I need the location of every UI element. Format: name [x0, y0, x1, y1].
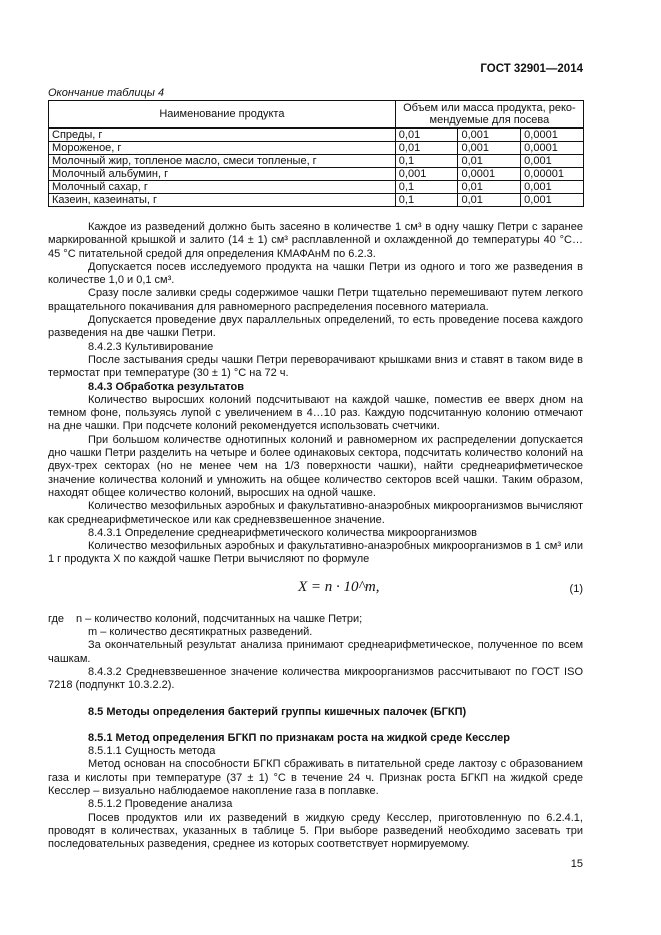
product-name-cell: Молочный жир, топленое масло, смеси топленые, г	[49, 155, 396, 168]
volume-cell: 0,1	[395, 181, 458, 194]
volume-cell: 0,0001	[458, 168, 521, 181]
formula-number: (1)	[569, 582, 583, 595]
formula: X = n · 10^m,	[298, 578, 380, 595]
column-header-product: Наименование продукта	[49, 101, 396, 129]
paragraph: При большом количестве однотипных колоний и равномерном их распределении допускается дно чашки Петри разделить на четыре и более одинаковых сектора, подсчитать количество колоний на двух-трех секторах (но не менее чем на 1/3 поверхности чашки), найти среднеарифметическое значение количества колоний и умножить на общее количество секторов всей чашки. Таким образом, находят общее количество колоний, выросших на одной чашке.	[48, 433, 583, 499]
volume-cell: 0,01	[458, 194, 521, 207]
where-n-text: n – количество колоний, подсчитанных на чашке Петри;	[76, 612, 363, 625]
subsection-heading: 8.5.1.1 Сущность метода	[88, 745, 216, 758]
paragraph: Количество выросших колоний подсчитывают на каждой чашке, поместив ее вверх дном на темном фоне, пользуясь лупой с увеличением в 4…10 раз. Каждую подсчитанную колонию отмечают на дне чашки. При подсчете колоний рекомендуется использовать счетчики.	[48, 393, 583, 433]
document-header: ГОСТ 32901—2014	[480, 63, 583, 75]
volume-cell: 0,001	[521, 194, 584, 207]
column-header-volume: Объем или масса продукта, реко-мендуемые для посева	[395, 101, 583, 129]
paragraph: Допускается проведение двух параллельных определений, то есть проведение посева каждого разведения на две чашки Петри.	[48, 314, 583, 340]
section-heading: 8.5.1 Метод определения БГКП по признакам роста на жидкой среде Кесслер	[88, 731, 511, 744]
document-body	[48, 221, 583, 851]
product-name-cell: Молочный сахар, г	[49, 181, 396, 194]
product-name-cell: Казеин, казеинаты, г	[49, 194, 396, 207]
section-heading: 8.4.3 Обработка результатов	[88, 380, 245, 393]
where-label: где	[48, 612, 65, 625]
section-heading: 8.5 Методы определения бактерий группы кишечных палочек (БГКП)	[88, 705, 467, 718]
paragraph: 8.4.3.2 Средневзвешенное значение количества микроорганизмов рассчитывают по ГОСТ ISO 7218 (подпункт 10.3.2.2).	[48, 665, 583, 692]
volume-cell: 0,00001	[521, 168, 584, 181]
paragraph: После застывания среды чашки Петри переворачивают крышками вниз и ставят в таком виде в термостат при температуре (30 ± 1) °С на 72 ч.	[48, 353, 583, 380]
paragraph: Количество мезофильных аэробных и факультативно-анаэробных микроорганизмов в 1 см³ или 1 г продукта X по каждой чашке Петри вычисляют по формуле	[48, 540, 583, 566]
volume-cell: 0,1	[395, 194, 458, 207]
subsection-heading: 8.4.3.1 Определение среднеарифметического количества микроорганизмов	[88, 526, 478, 539]
paragraph: Метод основан на способности БГКП сбраживать в питательной среде лактозу с образованием газа и кислоты при температуре (37 ± 1) °С в течение 24 ч. Признак роста БГКП на жидкой среде Кесслер – визуально наблюдаемое накопление газа в поплавке.	[48, 758, 583, 797]
table-row	[49, 194, 584, 207]
where-m: m – количество десятикратных разведений.	[88, 626, 313, 639]
table-row	[49, 155, 584, 168]
volume-cell: 0,01	[458, 155, 521, 168]
volume-cell: 0,01	[395, 142, 458, 155]
volume-cell: 0,001	[521, 155, 584, 168]
volume-cell: 0,001	[458, 128, 521, 142]
paragraph: Количество мезофильных аэробных и факультативно-анаэробных микроорганизмов вычисляют как среднеарифметическое или как средневзвешенное значение.	[48, 500, 583, 526]
product-name-cell: Мороженое, г	[49, 142, 396, 155]
volume-cell: 0,0001	[521, 142, 584, 155]
volume-cell: 0,001	[395, 168, 458, 181]
product-name-cell: Молочный альбумин, г	[49, 168, 396, 181]
paragraph: Сразу после заливки среды содержимое чашки Петри тщательно перемешивают путем легкого вращательного покачивания для равномерного распределения посевного материала.	[48, 287, 583, 313]
where-n	[48, 613, 583, 626]
volume-cell: 0,001	[521, 181, 584, 194]
page-number: 15	[570, 858, 583, 870]
table-row	[49, 181, 584, 194]
product-name-cell: Спреды, г	[49, 128, 396, 142]
volume-cell: 0,01	[458, 181, 521, 194]
table-4	[48, 100, 584, 207]
table-caption: Окончание таблицы 4	[48, 87, 165, 99]
paragraph: За окончательный результат анализа принимают среднеарифметическое, полученное по всем чашкам.	[48, 639, 583, 665]
volume-cell: 0,001	[458, 142, 521, 155]
formula-block	[48, 571, 583, 609]
paragraph: Посев продуктов или их разведений в жидкую среду Кесслер, приготовленную по 6.2.4.1, проводят в количествах, указанных в таблице 5. При выборе разведений необходимо засевать три последовательных разведения, среднее из которых соответствует нормируемому.	[48, 811, 583, 851]
paragraph: Каждое из разведений должно быть засеяно в количестве 1 см³ в одну чашку Петри с заранее маркированной крышкой и залито (14 ± 1) см³ расплавленной и охлажденной до температуры 40 °С…45 °С питательной средой для определения КМАФАнМ по 6.2.3.	[48, 221, 583, 260]
table-row	[49, 168, 584, 181]
subsection-heading: 8.4.2.3 Культивирование	[88, 340, 214, 353]
subsection-heading: 8.5.1.2 Проведение анализа	[88, 798, 233, 811]
volume-cell: 0,1	[395, 155, 458, 168]
table-row	[49, 142, 584, 155]
table-header-row	[49, 101, 584, 129]
table-row	[49, 128, 584, 142]
volume-cell: 0,0001	[521, 128, 584, 142]
paragraph: Допускается посев исследуемого продукта на чашки Петри из одного и того же разведения в количестве 1,0 и 0,1 см³.	[48, 260, 583, 287]
volume-cell: 0,01	[395, 128, 458, 142]
